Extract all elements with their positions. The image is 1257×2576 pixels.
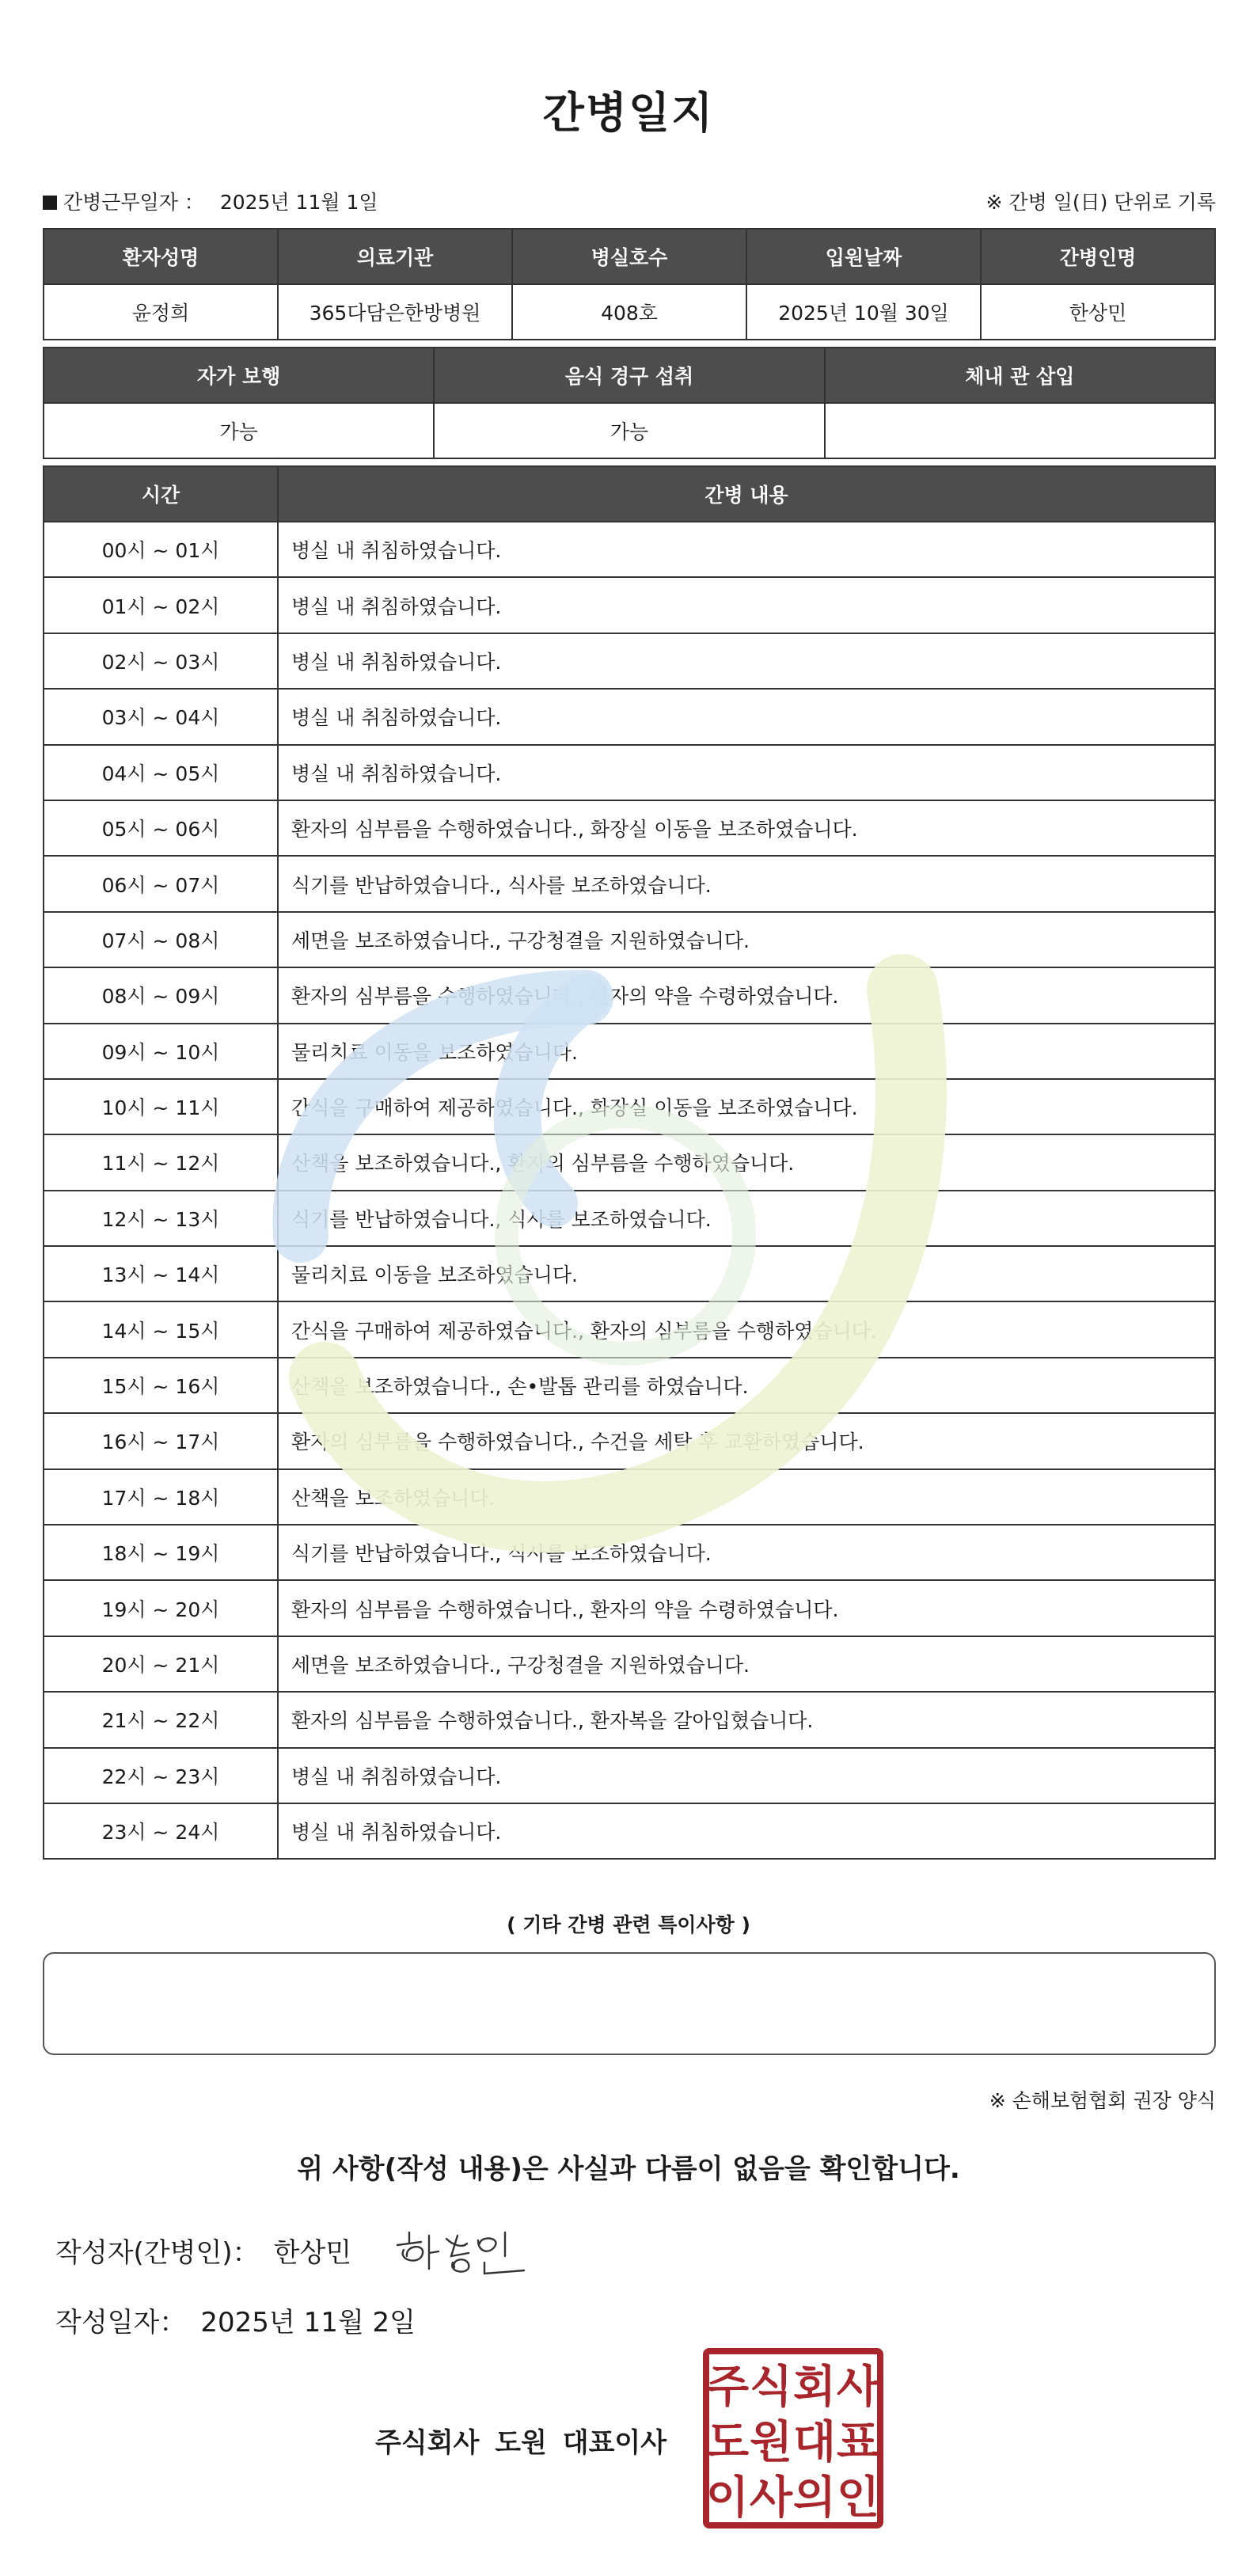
table-row — [44, 1134, 1215, 1190]
walking-value: 가능 — [44, 403, 434, 458]
table-row — [44, 1748, 1215, 1803]
company-seal-icon — [703, 2348, 883, 2529]
table-row — [44, 1358, 1215, 1413]
time-cell: 11시 ~ 12시 — [44, 1134, 278, 1190]
table-row — [44, 1636, 1215, 1692]
seal-char: 도 — [705, 2417, 750, 2468]
seal-char: 식 — [749, 2361, 793, 2413]
time-cell: 18시 ~ 19시 — [44, 1525, 278, 1580]
table-row — [44, 1525, 1215, 1580]
handwritten-signature-icon — [389, 2221, 532, 2285]
care-content-cell: 세면을 보조하였습니다., 구강청결을 지원하였습니다. — [278, 1636, 1215, 1692]
notes-title: ( 기타 간병 관련 특이사항 ) — [507, 1913, 750, 1936]
confirmation-statement: 위 사항(작성 내용)은 사실과 다름이 없음을 확인합니다. — [297, 2153, 960, 2185]
care-content-cell: 산책을 보조하였습니다., 환자의 심부름을 수행하였습니다. — [278, 1134, 1215, 1190]
time-cell: 16시 ~ 17시 — [44, 1413, 278, 1468]
care-content-cell: 병실 내 취침하였습니다. — [278, 689, 1215, 744]
care-content-cell: 산책을 보조하였습니다. — [278, 1469, 1215, 1525]
square-bullet-icon — [43, 196, 57, 210]
table-row — [44, 1246, 1215, 1301]
time-cell: 22시 ~ 23시 — [44, 1748, 278, 1803]
time-cell: 14시 ~ 15시 — [44, 1301, 278, 1357]
author-row — [55, 2231, 351, 2270]
time-cell: 12시 ~ 13시 — [44, 1191, 278, 1246]
seal-char: 원 — [749, 2417, 793, 2468]
seal-char: 대 — [792, 2417, 837, 2468]
time-cell: 04시 ~ 05시 — [44, 745, 278, 800]
time-cell: 09시 ~ 10시 — [44, 1024, 278, 1079]
work-date — [43, 187, 378, 215]
patient-info-table — [43, 228, 1216, 340]
time-cell: 13시 ~ 14시 — [44, 1246, 278, 1301]
time-cell: 02시 ~ 03시 — [44, 633, 278, 689]
table-row — [44, 1301, 1215, 1357]
header-care-content: 간병 내용 — [278, 466, 1215, 522]
table-row — [44, 1191, 1215, 1246]
written-date-row — [55, 2301, 416, 2339]
meta-row — [43, 187, 1216, 218]
author-label: 작성자(간병인)： — [55, 2237, 260, 2269]
table-row — [44, 1803, 1215, 1859]
seal-char: 표 — [836, 2417, 880, 2468]
table-row — [44, 1469, 1215, 1525]
seal-char: 회 — [792, 2361, 837, 2413]
tube-insertion-value — [825, 403, 1215, 458]
seal-char: 인 — [836, 2472, 880, 2524]
table-row — [44, 800, 1215, 856]
care-content-cell: 물리치료 이동을 보조하였습니다. — [278, 1246, 1215, 1301]
care-content-cell: 환자의 심부름을 수행하였습니다., 화장실 이동을 보조하였습니다. — [278, 800, 1215, 856]
page-title: 간병일지 — [542, 88, 715, 138]
header-admission-date: 입원날짜 — [746, 229, 981, 284]
header-oral-intake: 음식 경구 섭취 — [434, 348, 824, 403]
seal-char: 이 — [705, 2472, 750, 2524]
table-row — [44, 1580, 1215, 1636]
unit-note: ※ 간병 일(日) 단위로 기록 — [985, 191, 1216, 214]
care-content-cell: 병실 내 취침하였습니다. — [278, 522, 1215, 577]
company-representative: 주식회사 도원 대표이사 — [375, 2427, 667, 2459]
table-row — [44, 689, 1215, 744]
header-room: 병실호수 — [512, 229, 746, 284]
patient-name: 윤정희 — [44, 284, 278, 340]
oral-intake-value: 가능 — [434, 403, 824, 458]
care-content-cell: 식기를 반납하였습니다., 식사를 보조하였습니다. — [278, 856, 1215, 911]
room-number: 408호 — [512, 284, 746, 340]
care-content-cell: 병실 내 취침하였습니다. — [278, 1803, 1215, 1859]
caregiver-name: 한상민 — [981, 284, 1215, 340]
seal-char: 사 — [749, 2472, 793, 2524]
care-content-cell: 산책을 보조하였습니다., 손•발톱 관리를 하였습니다. — [278, 1358, 1215, 1413]
table-row — [44, 1692, 1215, 1747]
table-row — [44, 856, 1215, 911]
header-hospital: 의료기관 — [278, 229, 512, 284]
table-row — [44, 522, 1215, 577]
table-row — [44, 1079, 1215, 1134]
header-tube-insertion: 체내 관 삽입 — [825, 348, 1215, 403]
time-cell: 03시 ~ 04시 — [44, 689, 278, 744]
time-cell: 06시 ~ 07시 — [44, 856, 278, 911]
header-caregiver: 간병인명 — [981, 229, 1215, 284]
care-content-cell: 병실 내 취침하였습니다. — [278, 633, 1215, 689]
care-content-cell: 세면을 보조하였습니다., 구강청결을 지원하였습니다. — [278, 912, 1215, 967]
care-content-cell: 병실 내 취침하였습니다. — [278, 1748, 1215, 1803]
care-content-cell: 물리치료 이동을 보조하였습니다. — [278, 1024, 1215, 1079]
time-cell: 08시 ~ 09시 — [44, 967, 278, 1023]
care-content-cell: 환자의 심부름을 수행하였습니다., 환자의 약을 수령하였습니다. — [278, 967, 1215, 1023]
table-row — [44, 967, 1215, 1023]
care-content-cell: 환자의 심부름을 수행하였습니다., 수건을 세탁 후 교환하였습니다. — [278, 1413, 1215, 1468]
written-date-label: 작성일자： — [55, 2307, 187, 2339]
table-row — [44, 1413, 1215, 1468]
care-content-cell: 환자의 심부름을 수행하였습니다., 환자복을 갈아입혔습니다. — [278, 1692, 1215, 1747]
table-row — [44, 1024, 1215, 1079]
time-cell: 17시 ~ 18시 — [44, 1469, 278, 1525]
time-cell: 01시 ~ 02시 — [44, 577, 278, 633]
care-content-cell: 병실 내 취침하였습니다. — [278, 577, 1215, 633]
care-content-cell: 식기를 반납하였습니다., 식사를 보조하였습니다. — [278, 1525, 1215, 1580]
care-content-cell: 식기를 반납하였습니다., 식사를 보조하였습니다. — [278, 1191, 1215, 1246]
table-row — [44, 633, 1215, 689]
time-cell: 21시 ~ 22시 — [44, 1692, 278, 1747]
care-schedule-table — [43, 465, 1216, 1860]
header-walking: 자가 보행 — [44, 348, 434, 403]
patient-status-table — [43, 347, 1216, 459]
care-content-cell: 환자의 심부름을 수행하였습니다., 환자의 약을 수령하였습니다. — [278, 1580, 1215, 1636]
time-cell: 20시 ~ 21시 — [44, 1636, 278, 1692]
header-patient-name: 환자성명 — [44, 229, 278, 284]
seal-char: 사 — [836, 2361, 880, 2413]
time-cell: 05시 ~ 06시 — [44, 800, 278, 856]
hospital: 365다담은한방병원 — [278, 284, 512, 340]
recommend-note: ※ 손해보험협회 권장 양식 — [989, 2089, 1216, 2112]
work-date-value: 2025년 11월 1일 — [219, 191, 378, 214]
admission-date: 2025년 10월 30일 — [746, 284, 981, 340]
seal-char: 주 — [705, 2361, 750, 2413]
table-row — [44, 912, 1215, 967]
time-cell: 10시 ~ 11시 — [44, 1079, 278, 1134]
notes-box — [43, 1952, 1216, 2055]
care-content-cell: 간식을 구매하여 제공하였습니다., 화장실 이동을 보조하였습니다. — [278, 1079, 1215, 1134]
author-name: 한상민 — [273, 2237, 352, 2269]
work-date-label: 간병근무일자 ： — [63, 191, 204, 214]
time-cell: 15시 ~ 16시 — [44, 1358, 278, 1413]
table-row — [44, 577, 1215, 633]
time-cell: 19시 ~ 20시 — [44, 1580, 278, 1636]
time-cell: 00시 ~ 01시 — [44, 522, 278, 577]
seal-char: 의 — [792, 2472, 837, 2524]
written-date-value: 2025년 11월 2일 — [200, 2307, 416, 2339]
care-content-cell: 병실 내 취침하였습니다. — [278, 745, 1215, 800]
header-time: 시간 — [44, 466, 278, 522]
care-content-cell: 간식을 구매하여 제공하였습니다., 환자의 심부름을 수행하였습니다. — [278, 1301, 1215, 1357]
time-cell: 23시 ~ 24시 — [44, 1803, 278, 1859]
time-cell: 07시 ~ 08시 — [44, 912, 278, 967]
table-row — [44, 745, 1215, 800]
